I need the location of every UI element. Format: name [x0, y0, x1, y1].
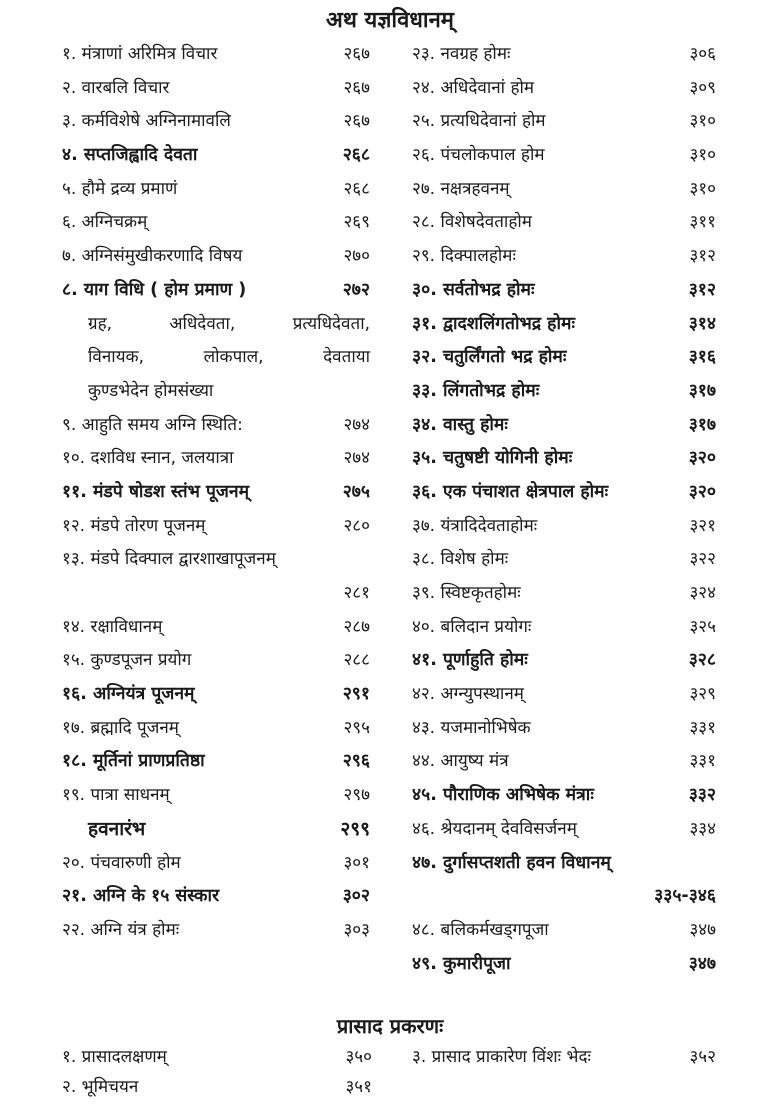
toc-subentry-word: अधिदेवता,	[169, 313, 236, 334]
toc-subentry-word: देवताया	[323, 347, 370, 368]
toc-entry-label	[412, 105, 546, 139]
toc-left-column	[62, 38, 370, 948]
toc-entry-label	[62, 442, 234, 476]
toc-entry-number: २.	[62, 77, 77, 98]
toc-entry-number: ४६.	[412, 818, 436, 839]
toc-entry-number: २७.	[412, 178, 436, 199]
toc-page-number: ३१०	[689, 145, 716, 166]
toc-entry-title: आहुति समय अग्नि स्थिति:	[81, 414, 243, 435]
toc-subentry-word: लोकपाल,	[203, 347, 264, 368]
toc-entry[interactable]	[62, 1042, 372, 1072]
toc-subentry	[62, 375, 370, 409]
toc-entry-number: २४.	[412, 77, 436, 98]
toc-page-number: २६७	[343, 77, 370, 98]
toc-page-number: ३२१	[689, 515, 716, 536]
toc-entry-number: ४७.	[412, 852, 437, 873]
toc-entry-number: ३.	[62, 111, 77, 132]
toc-entry-number: ३३.	[412, 380, 437, 401]
toc-entry[interactable]	[412, 442, 716, 476]
toc-entry[interactable]	[62, 914, 370, 948]
toc-entry-number: ४२.	[412, 684, 436, 705]
toc-page-number: ३५२	[689, 1047, 716, 1067]
toc-entry[interactable]	[62, 72, 370, 106]
toc-entry-title: मंडपे षोडश स्तंभ पूजनम्	[92, 481, 250, 502]
toc-page-number: ३१७	[688, 380, 716, 401]
toc-entry-number: ४४.	[412, 751, 436, 772]
toc-entry-label	[62, 274, 246, 308]
toc-entry-number: ६.	[62, 212, 77, 233]
toc-page-number: ३१०	[689, 178, 716, 199]
toc-entry-number: ३०.	[412, 279, 437, 300]
toc-entry[interactable]	[412, 173, 716, 207]
toc-entry[interactable]	[62, 611, 370, 645]
toc-entry-label	[62, 1072, 138, 1102]
toc-entry[interactable]	[412, 1042, 716, 1072]
toc-entry[interactable]	[412, 577, 716, 611]
toc-entry-label	[62, 847, 181, 881]
toc-page-number: ३३१	[689, 751, 716, 772]
toc-page-continuation	[62, 577, 370, 611]
toc-entry-number: ४.	[62, 145, 78, 166]
toc-entry[interactable]	[412, 543, 716, 577]
toc-entry[interactable]	[412, 139, 716, 173]
toc-page-number: ३१७	[688, 414, 716, 435]
toc-entry-title: दशविध स्नान, जलयात्रा	[90, 448, 234, 469]
toc-entry-number: २६.	[412, 145, 436, 166]
toc-page-number: २६७	[343, 111, 370, 132]
toc-entry-title: पौराणिक अभिषेक मंत्राः	[442, 785, 594, 806]
toc-subentry-word: प्रत्यधिदेवता,	[292, 313, 370, 334]
toc-entry-number: ३.	[412, 1047, 427, 1067]
toc-entry[interactable]	[62, 206, 370, 240]
toc-entry[interactable]	[62, 644, 370, 678]
toc-entry-number: ३५.	[412, 448, 437, 469]
toc-page-number: ३१२	[689, 246, 716, 267]
toc-entry-label	[412, 510, 537, 544]
toc-entry[interactable]	[412, 105, 716, 139]
toc-entry[interactable]	[62, 240, 370, 274]
toc-entry-title: भूमिचयन	[81, 1077, 139, 1097]
toc-entry-title: नक्षत्रहवनम्	[440, 178, 510, 199]
toc-entry-number: १.	[62, 1047, 77, 1067]
toc-entry-label	[412, 409, 508, 443]
toc-entry-title: स्विष्टकृतहोमः	[440, 583, 521, 603]
toc-entry-number: २३.	[412, 44, 436, 64]
toc-subentry-word: विनायक,	[88, 347, 145, 368]
toc-entry-title: मंत्राणां अरिमित्र विचार	[81, 44, 218, 64]
toc-page-number: ३३४	[689, 818, 716, 839]
toc-entry-title: नवग्रह होमः	[440, 44, 511, 64]
toc-entry-title: अग्नियंत्र पूजनम्	[92, 684, 195, 705]
toc-page-number: ३०९	[689, 77, 716, 98]
toc-entry-label	[412, 72, 534, 106]
toc-page-number: ३११	[689, 212, 716, 233]
toc-entry-label	[62, 72, 170, 106]
toc-entry-title: चतुर्लिंगतो भद्र होमः	[442, 347, 567, 368]
toc-entry-number: २१.	[62, 886, 87, 907]
toc-page-number: ३५१	[345, 1077, 372, 1097]
toc-entry-number: ४९.	[412, 953, 437, 974]
toc-entry[interactable]	[62, 105, 370, 139]
toc-entry-number: ३२.	[412, 347, 437, 368]
toc-entry-number: ३४.	[412, 414, 437, 435]
toc-entry-title: यजमानोभिषेक	[440, 717, 531, 738]
toc-entry-number: ३६.	[412, 481, 437, 502]
toc-entry-number: १८.	[62, 751, 87, 772]
toc-page-number: ३०१	[343, 852, 370, 873]
toc-entry-title: प्रासाद प्राकारेण विंशः भेदः	[431, 1047, 591, 1067]
toc-page-number: ३२५	[689, 616, 716, 637]
toc-entry-label	[412, 847, 611, 881]
toc-entry-number: ३९.	[412, 583, 436, 603]
toc-page-number: ३२९	[689, 684, 716, 705]
toc-entry[interactable]	[62, 442, 370, 476]
toc-subentry-word: कुण्डभेदेन होमसंख्या	[88, 380, 214, 401]
toc-page-number: २६७	[343, 44, 370, 64]
toc-entry-title: मंडपे दिक्पाल द्वारशाखापूजनम्	[90, 549, 276, 570]
toc-entry-number: १४.	[62, 616, 86, 637]
toc-entry-title: कुमारीपूजा	[442, 953, 511, 974]
toc-entry-number: ३७.	[412, 515, 436, 536]
toc-page-number: २६८	[342, 145, 370, 166]
toc-entry-label	[62, 1042, 167, 1072]
toc-page-number: ३२४	[689, 583, 716, 603]
toc-entry-label	[62, 644, 191, 678]
toc-entry[interactable]	[62, 510, 370, 544]
toc-subentry-word: ग्रह,	[88, 313, 113, 334]
toc-entry-title: बलिदान प्रयोगः	[440, 616, 532, 637]
toc-page-number: ३३२	[688, 785, 716, 806]
toc-entry-title: चतुषष्टी योगिनी होमः	[442, 448, 573, 469]
toc-subentry-text	[88, 375, 213, 409]
toc-entry[interactable]	[412, 206, 716, 240]
toc-entry-title: आयुष्य मंत्र	[440, 751, 509, 772]
toc-entry-number: ४५.	[412, 785, 437, 806]
toc-entry-label	[412, 948, 511, 982]
toc-entry[interactable]	[62, 173, 370, 207]
toc-page-number: ३१०	[689, 111, 716, 132]
toc-entry[interactable]	[412, 38, 716, 72]
toc-entry-title: अधिदेवानां होम	[440, 77, 535, 98]
toc-entry-number: २९.	[412, 246, 436, 267]
toc-entry-label	[412, 779, 594, 813]
toc-entry-number: २०.	[62, 852, 86, 873]
toc-entry-label	[62, 206, 147, 240]
toc-entry-title: मूर्तिनां प्राणप्रतिष्ठा	[92, 751, 205, 772]
toc-entry[interactable]	[62, 274, 370, 308]
toc-entry-label	[412, 173, 510, 207]
toc-page-number: ३२८	[688, 650, 716, 671]
toc-subentry-text	[88, 341, 370, 375]
toc-entry-title: कर्मविशेषे अग्निनामावलि	[81, 111, 231, 132]
toc-entry[interactable]	[62, 745, 370, 779]
toc-entry-label	[62, 712, 179, 746]
toc-page-number: ३१४	[688, 313, 716, 334]
toc-entry-label	[62, 880, 219, 914]
toc-entry[interactable]	[412, 948, 716, 982]
toc-entry-label	[412, 1042, 591, 1072]
toc-entry[interactable]	[412, 409, 716, 443]
toc-right-column	[412, 38, 716, 981]
toc-entry-number: १७.	[62, 717, 86, 738]
toc-entry-number: ४१.	[412, 650, 437, 671]
toc-entry-title: पूर्णाहुति होमः	[442, 650, 528, 671]
toc-entry-label	[62, 510, 205, 544]
toc-entry[interactable]	[412, 611, 716, 645]
toc-page-number: २७२	[342, 279, 370, 300]
toc-entry[interactable]	[412, 274, 716, 308]
toc-entry-label	[412, 914, 549, 948]
toc-entry[interactable]	[412, 712, 716, 746]
toc-entry-label	[412, 678, 524, 712]
toc-entry-number: १२.	[62, 515, 86, 536]
toc-entry-number: ७.	[62, 246, 77, 267]
toc-entry-label	[412, 308, 575, 342]
toc-entry-number: ३८.	[412, 549, 436, 570]
toc-entry[interactable]	[62, 38, 370, 72]
toc-page-number: २८१	[343, 583, 370, 603]
toc-entry-title: अग्निसंमुखीकरणादि विषय	[81, 246, 243, 267]
toc-page-number: २९७	[343, 785, 370, 806]
toc-entry-label	[62, 543, 276, 577]
toc-entry[interactable]	[412, 341, 716, 375]
toc-entry-title: द्वादशलिंगतोभद्र होमः	[442, 313, 576, 334]
toc-page-number: ३३५-३४६	[654, 886, 716, 907]
toc-entry-label	[62, 173, 177, 207]
toc-page-number: ३२२	[689, 549, 716, 570]
toc-entry[interactable]	[412, 813, 716, 847]
toc-entry-title: वारबलि विचार	[81, 77, 170, 98]
toc-entry-number: १६.	[62, 684, 87, 705]
toc-subentry	[62, 308, 370, 342]
toc-page-number: ३४७	[688, 953, 716, 974]
toc-page-number: २७४	[343, 448, 370, 469]
toc-entry-label	[412, 274, 535, 308]
toc-entry-label	[62, 779, 170, 813]
toc-entry-number: २.	[62, 1077, 77, 1097]
toc-page-number: २९५	[343, 717, 370, 738]
section-title-prasad: प्रासाद प्रकरणः	[336, 1014, 444, 1038]
toc-entry[interactable]	[412, 779, 716, 813]
toc-entry-label	[62, 38, 217, 72]
toc-subheading-text: हवनारंभ	[88, 817, 146, 840]
toc-entry-label	[412, 240, 516, 274]
toc-page-number: ३०६	[689, 44, 716, 64]
toc-entry-title: अग्न्युपस्थानम्	[440, 684, 524, 705]
toc-entry-label	[62, 611, 162, 645]
toc-entry-title: प्रासादलक्षणम्	[81, 1047, 167, 1067]
toc-entry-title: विशेष होमः	[440, 549, 509, 570]
toc-entry[interactable]	[412, 914, 716, 948]
toc-entry-title: पात्रा साधनम्	[90, 785, 170, 806]
section2-left-column	[62, 1042, 372, 1102]
toc-entry-label	[412, 577, 521, 611]
toc-entry-label	[412, 712, 531, 746]
toc-entry-title: रक्षाविधानम्	[90, 616, 163, 637]
toc-entry-title: एक पंचाशत क्षेत्रपाल होमः	[442, 481, 609, 502]
toc-entry-title: कुण्डपूजन प्रयोग	[90, 650, 192, 671]
toc-entry-number: १९.	[62, 785, 86, 806]
toc-entry[interactable]	[62, 1072, 372, 1102]
section2-right-column	[412, 1042, 716, 1072]
toc-entry-title: दिक्पालहोमः	[440, 246, 516, 267]
toc-entry-number: २८.	[412, 212, 436, 233]
toc-page-number: ३१६	[688, 347, 716, 368]
toc-entry-label	[412, 38, 510, 72]
toc-entry-title: प्रत्यधिदेवानां होम	[440, 111, 546, 132]
toc-page-continuation	[412, 880, 716, 914]
toc-entry-label	[412, 813, 577, 847]
toc-entry-title: अग्निचक्रम्	[81, 212, 148, 233]
toc-page-number: २७५	[342, 481, 370, 502]
toc-entry-label	[62, 678, 195, 712]
toc-entry-title: सप्तजिह्वादि देवता	[83, 145, 198, 166]
toc-entry-title: हौमे द्रव्य प्रमाणं	[81, 178, 178, 199]
toc-entry-number: ५.	[62, 178, 77, 199]
toc-entry-title: सर्वतोभद्र होमः	[442, 279, 535, 300]
toc-entry[interactable]	[62, 779, 370, 813]
toc-entry-title: विशेषदेवताहोम	[440, 212, 532, 233]
toc-page-number: २८७	[343, 616, 370, 637]
toc-entry-title: अग्नि के १५ संस्कार	[92, 886, 220, 907]
toc-entry[interactable]	[62, 847, 370, 881]
toc-subentry	[62, 341, 370, 375]
toc-entry-number: २५.	[412, 111, 436, 132]
toc-entry-label	[62, 745, 205, 779]
toc-entry-title: बलिकर्मखड्गपूजा	[440, 919, 549, 940]
toc-entry-label	[412, 442, 572, 476]
toc-page-number: २६९	[343, 212, 370, 233]
toc-entry-number: २२.	[62, 919, 86, 940]
toc-page-number: २९६	[342, 751, 370, 772]
toc-entry-title: लिंगतोभद्र होमः	[442, 380, 540, 401]
toc-page-number: २८०	[343, 515, 370, 536]
toc-entry-label	[412, 375, 539, 409]
toc-entry-label	[62, 105, 231, 139]
toc-entry-title: याग विधि ( होम प्रमाण )	[83, 279, 247, 300]
toc-entry-number: १५.	[62, 650, 86, 671]
toc-entry[interactable]	[62, 139, 370, 173]
toc-page-number: २९९	[340, 817, 370, 840]
toc-page-number: २९१	[342, 684, 370, 705]
toc-entry-label	[62, 240, 242, 274]
toc-entry[interactable]	[412, 240, 716, 274]
toc-entry[interactable]	[412, 308, 716, 342]
toc-entry-label	[62, 914, 179, 948]
toc-entry[interactable]	[62, 712, 370, 746]
toc-entry-number: ३१.	[412, 313, 437, 334]
toc-page-number: ३४७	[689, 919, 716, 940]
toc-entry-number: ४०.	[412, 616, 436, 637]
toc-entry-title: दुर्गासप्तशती हवन विधानम्	[442, 852, 611, 873]
toc-entry-number: ४८.	[412, 919, 436, 940]
toc-entry-number: ९.	[62, 414, 77, 435]
toc-entry-number: १.	[62, 44, 77, 64]
toc-page-number: ३३१	[689, 717, 716, 738]
toc-entry[interactable]	[412, 644, 716, 678]
toc-entry-number: १०.	[62, 448, 86, 469]
toc-page-number: २६८	[343, 178, 370, 199]
toc-page-number: २८८	[343, 650, 370, 671]
toc-entry-label	[62, 409, 243, 443]
toc-entry[interactable]	[412, 847, 716, 881]
page-title: अथ यज्ञविधानम्	[326, 8, 454, 33]
toc-entry-label	[412, 139, 545, 173]
toc-entry-label	[412, 476, 608, 510]
toc-page-number: ३२०	[688, 448, 716, 469]
toc-entry-title: पंचवारुणी होम	[90, 852, 181, 873]
toc-entry-title: श्रेयदानम् देवविसर्जनम्	[440, 818, 577, 839]
toc-entry-label	[62, 139, 197, 173]
toc-page-number: ३०३	[343, 919, 370, 940]
toc-entry[interactable]	[412, 510, 716, 544]
toc-entry-number: ४३.	[412, 717, 436, 738]
toc-entry[interactable]	[62, 543, 370, 577]
toc-entry[interactable]	[412, 745, 716, 779]
toc-entry-title: मंडपे तोरण पूजनम्	[90, 515, 206, 536]
toc-page-number: २७०	[343, 246, 370, 267]
toc-entry-label	[412, 611, 531, 645]
toc-entry-title: अग्नि यंत्र होमः	[90, 919, 180, 940]
toc-entry-title: पंचलोकपाल होम	[440, 145, 545, 166]
toc-entry-title: ब्रह्मादि पूजनम्	[90, 717, 179, 738]
toc-entry[interactable]	[62, 880, 370, 914]
toc-entry[interactable]	[62, 409, 370, 443]
toc-entry-title: यंत्रादिदेवताहोमः	[440, 515, 538, 536]
toc-entry-label	[412, 206, 532, 240]
toc-subheading[interactable]	[62, 813, 370, 847]
toc-entry[interactable]	[412, 72, 716, 106]
toc-entry-label	[412, 543, 508, 577]
toc-entry[interactable]	[62, 678, 370, 712]
toc-subentry-text	[88, 308, 370, 342]
toc-page-number: ३५०	[345, 1047, 372, 1067]
toc-page-number: ३०२	[342, 886, 370, 907]
toc-page-number: ३२०	[688, 481, 716, 502]
toc-entry-number: ११.	[62, 481, 87, 502]
toc-entry-label	[412, 341, 566, 375]
toc-entry-number: १३.	[62, 549, 86, 570]
toc-page-number: ३१२	[688, 279, 716, 300]
toc-entry-label	[412, 745, 509, 779]
toc-entry[interactable]	[62, 476, 370, 510]
toc-entry[interactable]	[412, 678, 716, 712]
toc-entry-number: ८.	[62, 279, 78, 300]
toc-entry-label	[62, 476, 249, 510]
toc-entry-label	[412, 644, 528, 678]
toc-entry[interactable]	[412, 476, 716, 510]
toc-entry[interactable]	[412, 375, 716, 409]
toc-entry-title: वास्तु होमः	[442, 414, 508, 435]
toc-page-number: २७४	[343, 414, 370, 435]
